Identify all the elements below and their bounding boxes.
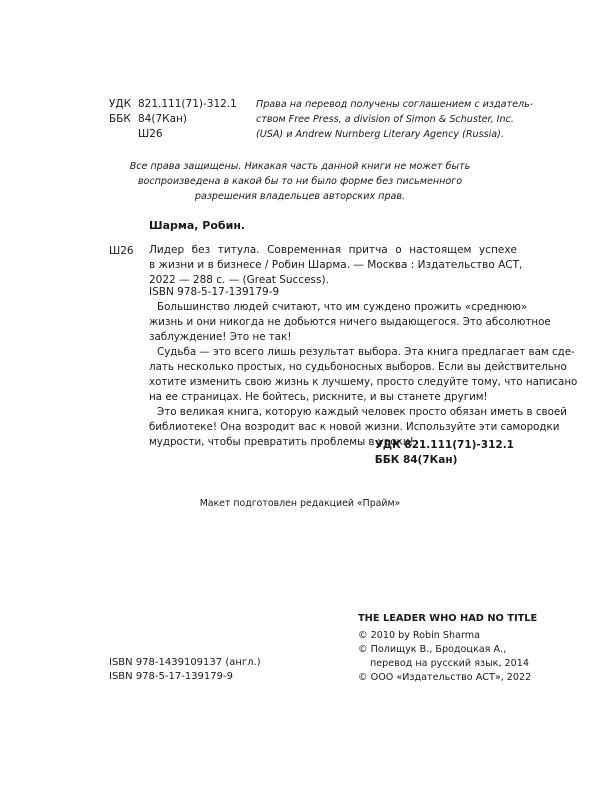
all-rights-notice xyxy=(0,159,600,204)
author-code: Ш26 xyxy=(138,128,163,140)
bibliographic-code: Ш26 xyxy=(109,245,134,257)
annotation-line: Это великая книга, которую каждый человек просто обязан иметь в своей xyxy=(157,406,567,418)
udk-label: УДК xyxy=(109,98,132,110)
bibliographic-line: Лидер без титула. Современная притча о настоящем успехе xyxy=(149,244,517,256)
bottom-udk: УДК 821.111(71)-312.1 xyxy=(374,439,514,451)
annotation-line: библиотеке! Она возродит вас к новой жизни. Используйте эти самородки xyxy=(149,421,560,433)
annotation-line: жизнь и они никогда не добьются ничего выдающегося. Это абсолютное xyxy=(149,316,551,328)
translation-rights-line: ством Free Press, a division of Simon & Schuster, Inc. xyxy=(256,114,514,125)
translation-rights-line: (USA) и Andrew Nurnberg Literary Agency (Russia). xyxy=(256,129,504,140)
bibliographic-record xyxy=(149,243,523,288)
classification-codes xyxy=(109,97,237,142)
bbk-row xyxy=(109,112,237,127)
all-rights-line: воспроизведена в какой бы то ни было форме без письменного xyxy=(137,176,463,187)
isbn-line: ISBN 978-5-17-139179-9 xyxy=(109,671,233,682)
bibliographic-line: в жизни и в бизнесе / Робин Шарма. — Москва : Издательство АСТ, xyxy=(149,259,523,271)
annotation-line: Судьба — это всего лишь результат выбора. Эта книга предлагает вам сде- xyxy=(157,346,575,358)
copyright-line: © ООО «Издательство АСТ», 2022 xyxy=(358,672,532,683)
copyright-line: © 2010 by Robin Sharma xyxy=(358,630,480,641)
copyright-line: © Полищук В., Бродоцкая А., xyxy=(358,644,507,655)
copyright-line: перевод на русский язык, 2014 xyxy=(370,658,529,669)
bbk-label: ББК xyxy=(109,113,131,125)
original-title: THE LEADER WHO HAD NO TITLE xyxy=(358,613,538,624)
isbn-main: ISBN 978-5-17-139179-9 xyxy=(149,286,280,298)
author-code-row xyxy=(109,127,237,142)
udk-row xyxy=(109,97,237,112)
annotation-line: мудрости, чтобы превратить проблемы в уроки! xyxy=(149,436,414,448)
layout-note: Макет подготовлен редакцией «Прайм» xyxy=(199,498,401,509)
bbk-value: 84(7Кан) xyxy=(138,113,187,125)
annotation-line: Большинство людей считают, что им суждено прожить «среднюю» xyxy=(157,301,528,313)
annotation-line: на ее страницах. Не бойтесь, рискните, и вы станете другим! xyxy=(149,391,488,403)
original-copyright xyxy=(358,612,537,685)
isbn-list xyxy=(109,656,261,684)
all-rights-line: разрешения владельцев авторских прав. xyxy=(194,191,406,202)
bottom-codes xyxy=(375,438,514,468)
udk-value: 821.111(71)-312.1 xyxy=(138,98,237,110)
bottom-bbk: ББК 84(7Кан) xyxy=(374,454,458,466)
author-heading: Шарма, Робин. xyxy=(149,219,246,232)
annotation-line: заблуждение! Это не так! xyxy=(149,331,292,343)
translation-rights xyxy=(256,97,533,142)
isbn-line: ISBN 978-1439109137 (англ.) xyxy=(109,657,261,668)
all-rights-line: Все права защищены. Никакая часть данной книги не может быть xyxy=(129,161,471,172)
annotation xyxy=(149,300,578,450)
annotation-line: хотите изменить свою жизнь к лучшему, просто следуйте тому, что написано xyxy=(149,376,578,388)
bibliographic-line: 2022 — 288 с. — (Great Success). xyxy=(149,274,329,286)
translation-rights-line: Права на перевод получены соглашением с издатель- xyxy=(256,99,534,110)
annotation-line: лать несколько простых, но судьбоносных выборов. Если вы действительно xyxy=(149,361,567,373)
